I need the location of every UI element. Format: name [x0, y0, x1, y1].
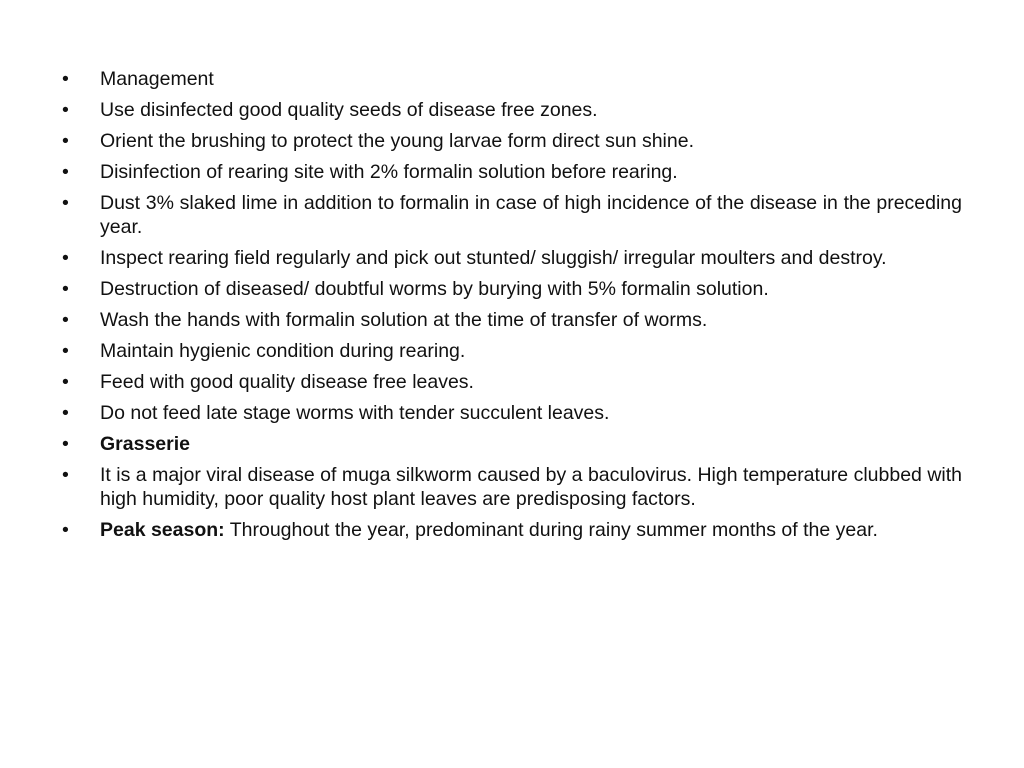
peak-season-label: Peak season: [100, 519, 225, 541]
bullet-icon: • [62, 340, 69, 362]
list-item [62, 98, 962, 122]
bullet-icon: • [62, 130, 69, 152]
list-item [62, 129, 962, 153]
list-item-peak-season [62, 518, 962, 542]
list-item [62, 246, 962, 270]
bullet-icon: • [62, 402, 69, 424]
bullet-icon: • [62, 68, 69, 90]
list-item-text: Wash the hands with formalin solution at the time of transfer of worms. [100, 309, 708, 331]
list-item-management [62, 67, 962, 91]
list-item-text: Use disinfected good quality seeds of disease free zones. [100, 99, 598, 121]
peak-season-text: Throughout the year, predominant during rainy summer months of the year. [224, 519, 878, 541]
bullet-icon: • [62, 433, 69, 455]
list-item [62, 277, 962, 301]
bullet-icon: • [62, 464, 69, 486]
bullet-icon: • [62, 99, 69, 121]
list-item-text: Orient the brushing to protect the young larvae form direct sun shine. [100, 130, 694, 152]
list-item-text: Management [100, 68, 214, 90]
list-item-text: Inspect rearing field regularly and pick out stunted/ sluggish/ irregular moulters and destroy. [100, 247, 887, 269]
list-item [62, 401, 962, 425]
list-item-text: Disinfection of rearing site with 2% formalin solution before rearing. [100, 161, 678, 183]
bullet-icon: • [62, 161, 69, 183]
list-item-grasserie [62, 432, 962, 456]
bullet-icon: • [62, 371, 69, 393]
bullet-icon: • [62, 309, 69, 331]
list-item-text: Feed with good quality disease free leaves. [100, 371, 474, 393]
list-item-text: Dust 3% slaked lime in addition to formalin in case of high incidence of the disease in the preceding year. [100, 192, 962, 238]
list-item [62, 463, 962, 511]
list-item-text: Destruction of diseased/ doubtful worms by burying with 5% formalin solution. [100, 278, 769, 300]
list-item-text: Maintain hygienic condition during rearing. [100, 340, 466, 362]
bullet-list [62, 67, 962, 549]
list-item [62, 339, 962, 363]
bullet-icon: • [62, 192, 69, 214]
bullet-icon: • [62, 278, 69, 300]
list-item-text: Do not feed late stage worms with tender succulent leaves. [100, 402, 610, 424]
list-item [62, 160, 962, 184]
bullet-icon: • [62, 247, 69, 269]
section-heading-grasserie: Grasserie [100, 433, 190, 455]
list-item-text [100, 518, 962, 542]
list-item [62, 308, 962, 332]
list-item-text: It is a major viral disease of muga silkworm caused by a baculovirus. High temperature clubbed with high humidity, poor quality host plant leaves are predisposing factors. [100, 464, 962, 510]
bullet-icon: • [62, 519, 69, 541]
list-item [62, 191, 962, 239]
list-item [62, 370, 962, 394]
